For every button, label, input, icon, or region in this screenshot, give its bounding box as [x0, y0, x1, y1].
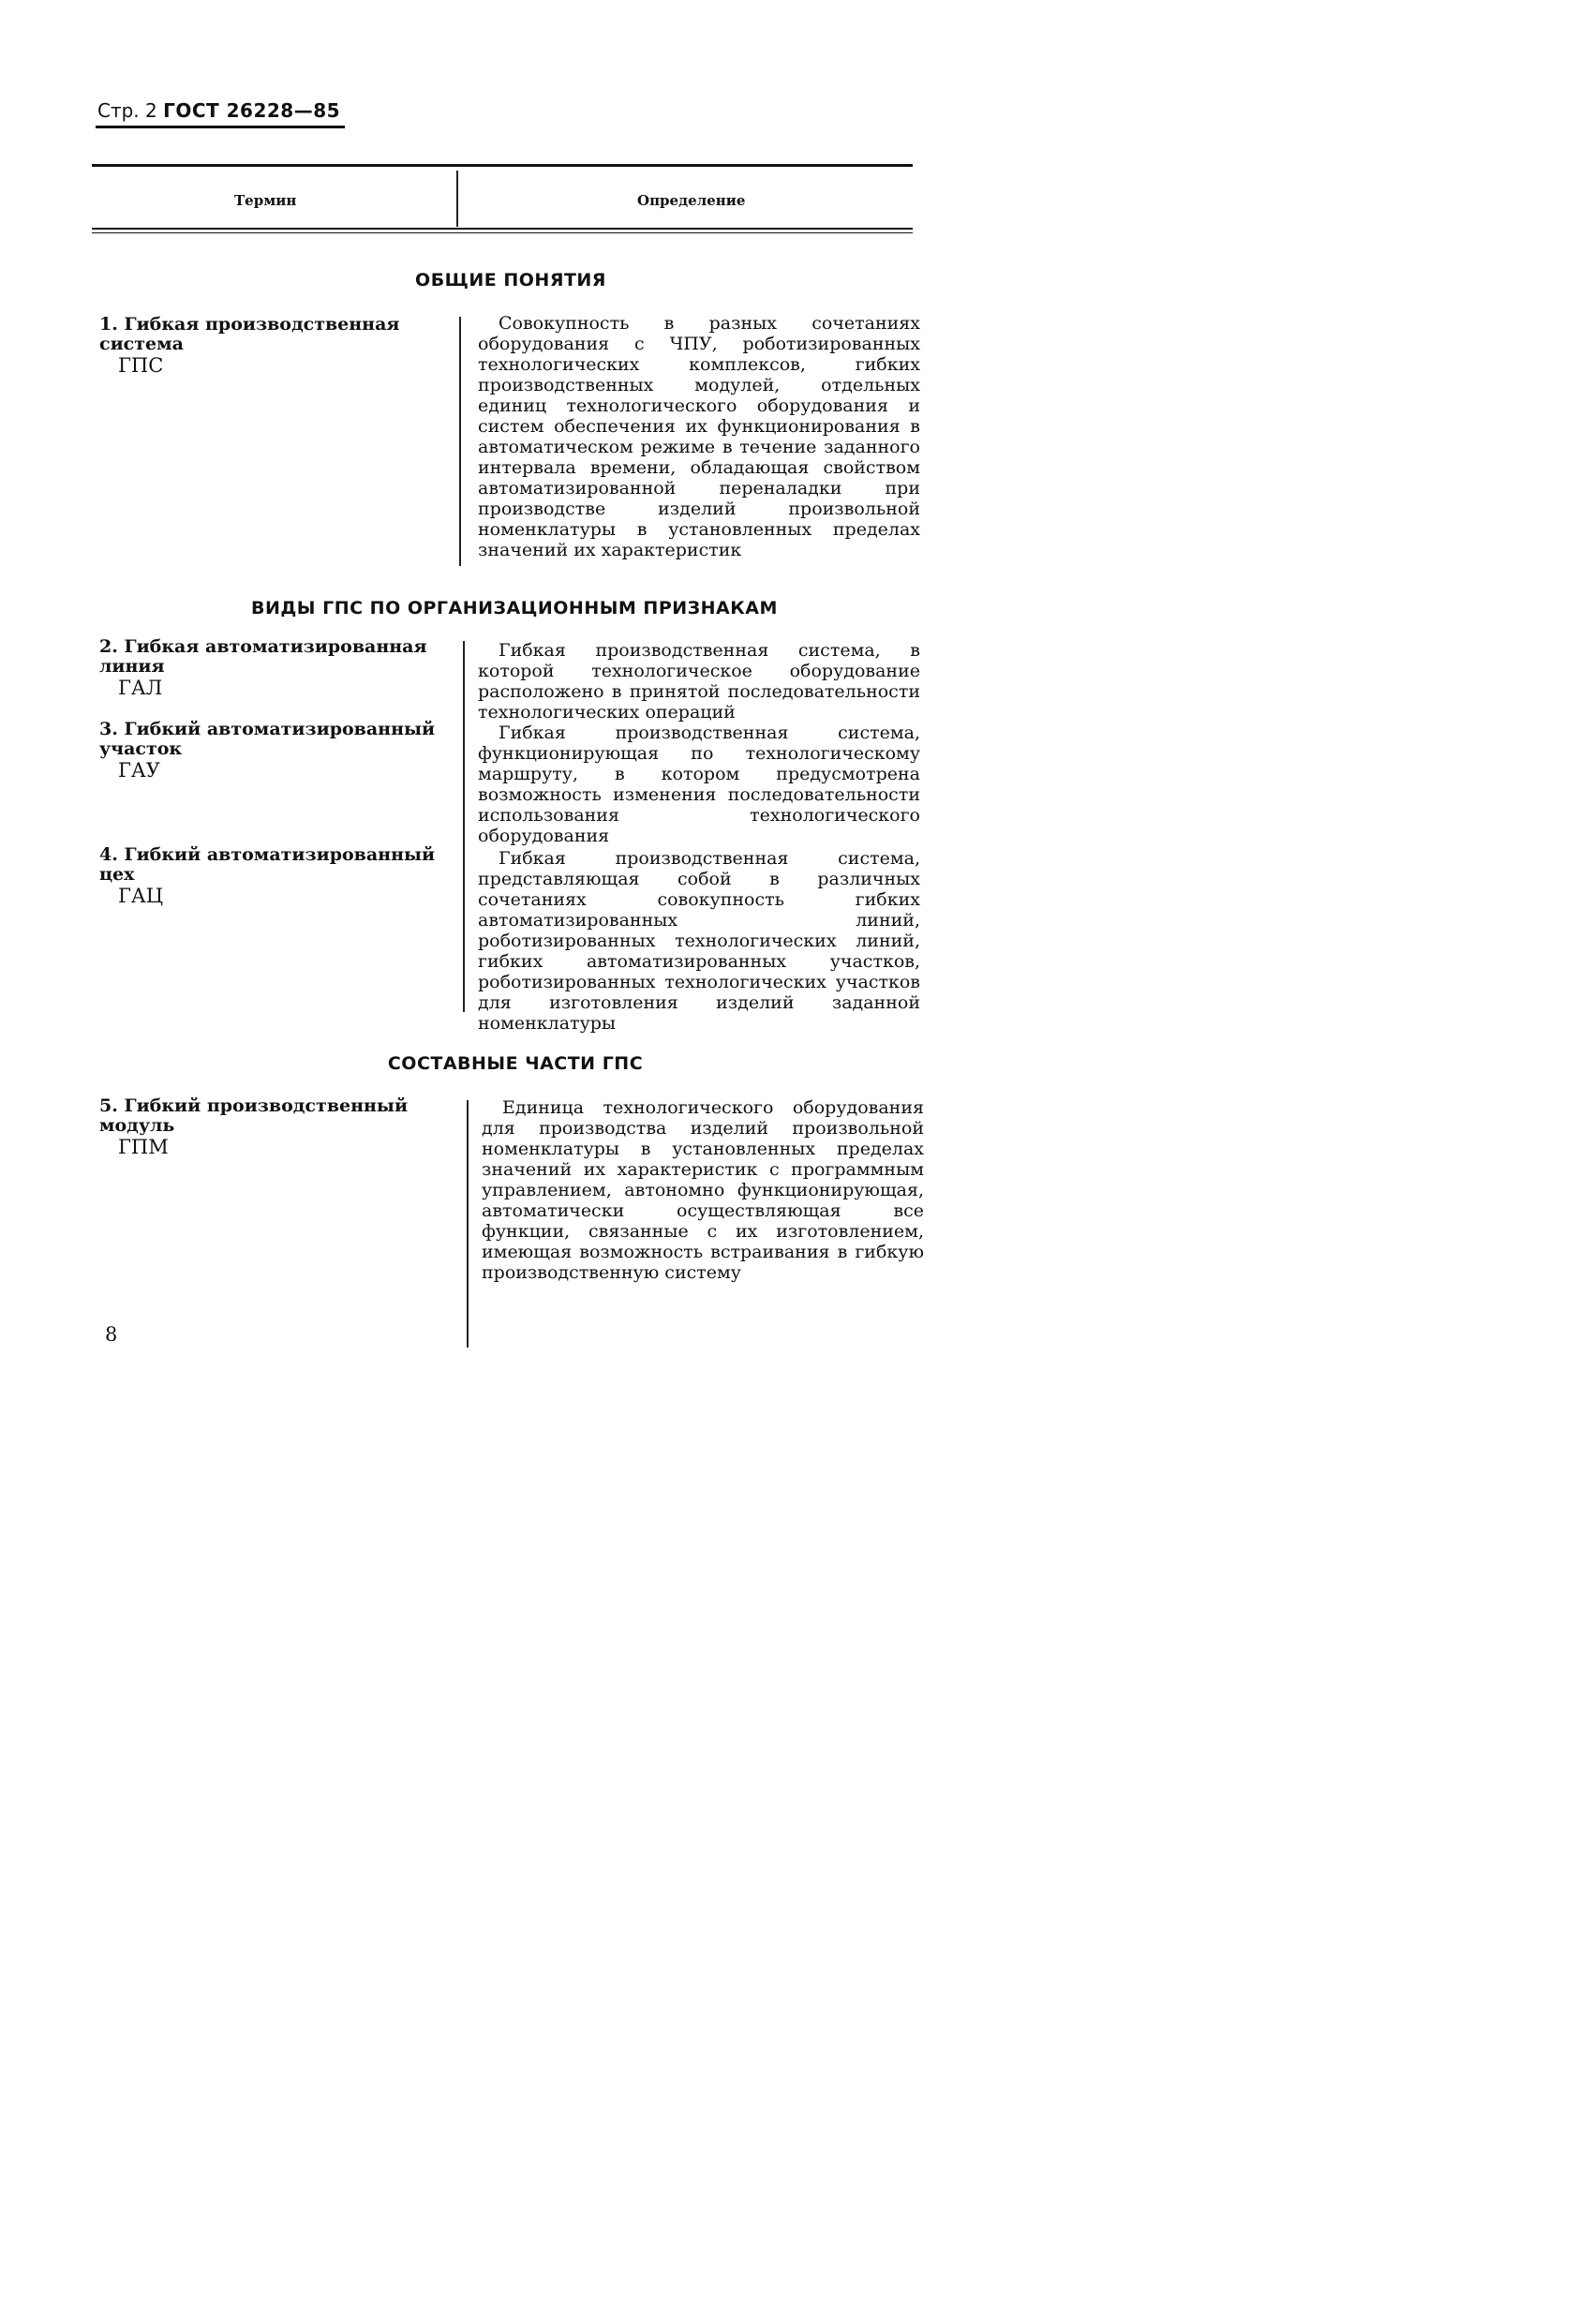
- term-5-name: 5. Гибкий производственный модуль: [99, 1095, 409, 1136]
- definition-2-text: Гибкая производственная система, в которой технологическое оборудование расположено в принятой последовательности технологических операций: [478, 640, 920, 723]
- column-header-definition: Определение: [637, 192, 746, 209]
- page-label: Стр. 2: [97, 99, 157, 122]
- term-2-name: 2. Гибкая автоматизированная линия: [99, 636, 427, 677]
- term-4-abbr: ГАЦ: [118, 885, 164, 907]
- definition-3-text: Гибкая производственная система, функционирующая по технологическому маршруту, в котором предусмотрена возможность изменения последовательности использования технологического оборудования: [478, 723, 920, 846]
- term-2-abbr: ГАЛ: [118, 677, 163, 699]
- definition-4-text: Гибкая производственная система, представляющая собой в различных сочетаниях совокупность гибких автоматизированных линий, роботизированных технологических линий, гибких автоматизированных участков, роботизированных технологических участков для изготовления изделий заданной номенклатуры: [478, 848, 920, 1034]
- definition-1-text: Совокупность в разных сочетаниях оборудования с ЧПУ, роботизированных технологических комплексов, гибких производственных модулей, отдельных единиц технологического оборудования и систем обеспечения их функционирования в автоматическом режиме в течение заданного интервала времени, обладающая свойством автоматизированной переналадки при производстве изделий произвольной номенклатуры в установленных пределах значений их характеристик: [478, 313, 920, 560]
- term-5: [99, 1096, 448, 1158]
- definition-3: [478, 723, 920, 846]
- definition-2: [478, 640, 920, 723]
- page-number: 8: [105, 1323, 118, 1346]
- term-3: [99, 720, 448, 782]
- term-5-abbr: ГПМ: [118, 1136, 169, 1158]
- section-title-kinds: ВИДЫ ГПС ПО ОРГАНИЗАЦИОННЫМ ПРИЗНАКАМ: [251, 598, 778, 618]
- section-title-parts: СОСТАВНЫЕ ЧАСТИ ГПС: [387, 1053, 644, 1074]
- definition-1: [478, 313, 920, 560]
- standard-number: ГОСТ 26228—85: [163, 99, 341, 122]
- term-1-name: 1. Гибкая производственная система: [99, 314, 400, 354]
- table-top-rule: [92, 164, 913, 167]
- term-2: [99, 637, 448, 699]
- term-4: [99, 845, 448, 907]
- column-divider-1: [459, 317, 461, 566]
- page-header: [97, 99, 340, 122]
- table-head-rule-2: [92, 232, 913, 233]
- definition-5-text: Единица технологического оборудования для производства изделий произвольной номенклатуры в установленных пределах значений их характеристик с программным управлением, автономно функционирующая, автоматически осуществляющая все функции, связанные с их изготовлением, имеющая возможность встраивания в гибкую производственную систему: [482, 1097, 924, 1283]
- term-3-abbr: ГАУ: [118, 759, 160, 782]
- header-underline: [96, 126, 345, 128]
- table-head-rule-1: [92, 228, 913, 230]
- term-3-name: 3. Гибкий автоматизированный участок: [99, 719, 436, 759]
- definition-4: [478, 848, 920, 1034]
- section-title-general: ОБЩИЕ ПОНЯТИЯ: [415, 270, 606, 290]
- term-1-abbr: ГПС: [118, 354, 164, 377]
- column-divider-2: [463, 641, 465, 1012]
- definition-5: [482, 1097, 924, 1283]
- term-1: [99, 315, 448, 377]
- column-divider-3: [467, 1100, 469, 1348]
- column-header-term: Термин: [234, 192, 297, 209]
- column-header-divider: [456, 171, 458, 227]
- term-4-name: 4. Гибкий автоматизированный цех: [99, 844, 436, 885]
